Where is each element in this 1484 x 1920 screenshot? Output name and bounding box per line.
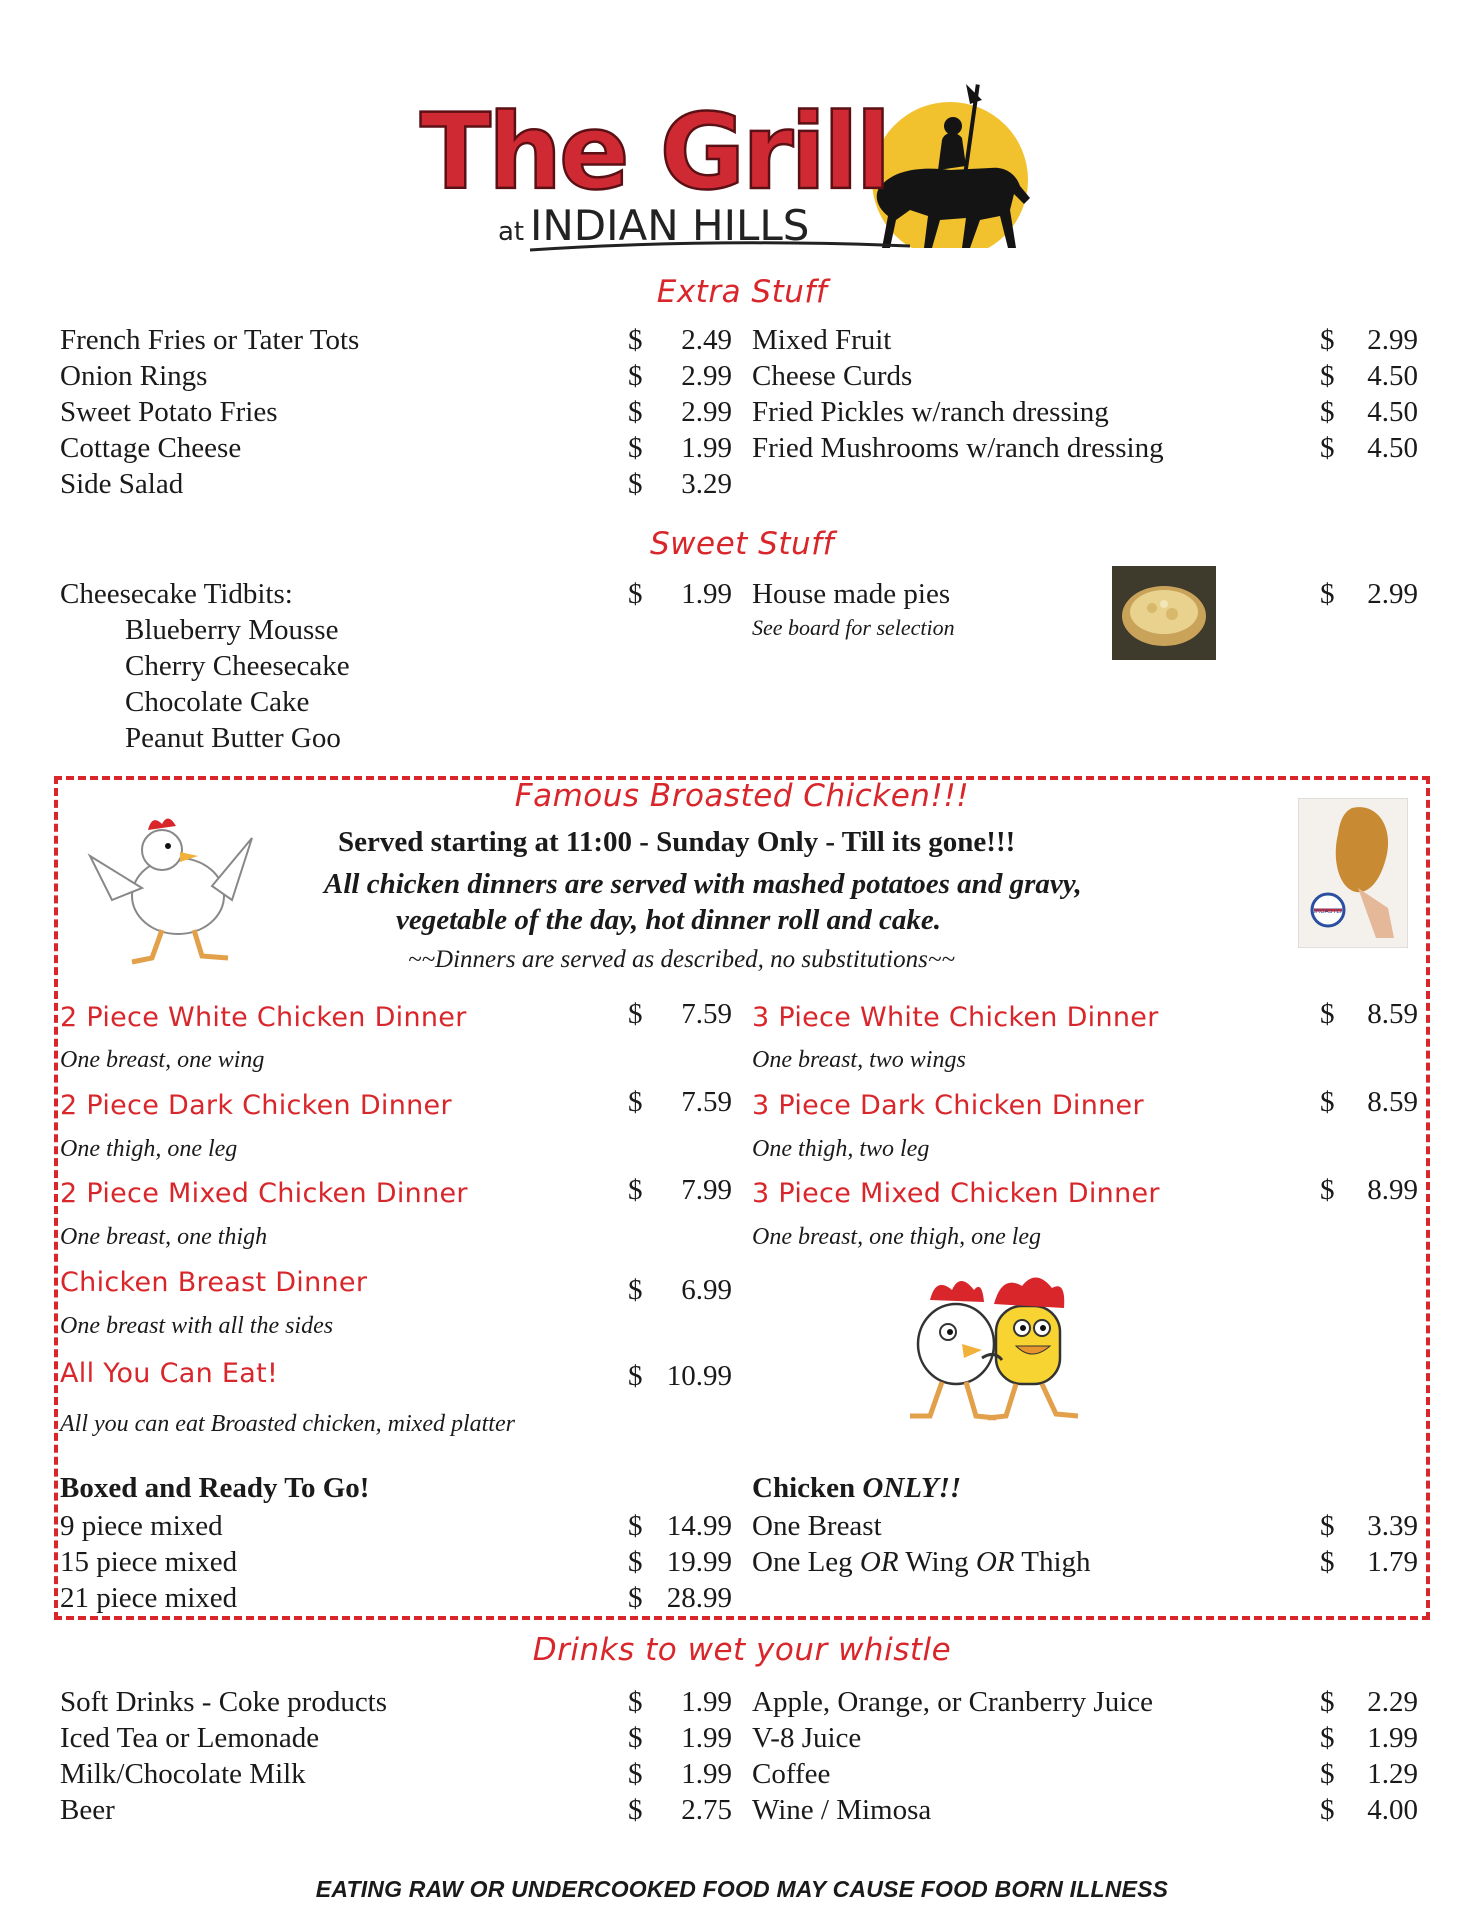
currency: $ [628,578,643,610]
price: 3.29 [681,468,732,500]
svg-text:The Grill: The Grill [420,91,889,213]
menu-item-name: Onion Rings [60,360,208,392]
dinner-desc: One breast, one thigh, one leg [752,1224,1042,1250]
logo-art [410,70,1070,260]
chicken-sides-line1: All chicken dinners are served with mashed potatoes and gravy, [324,868,1082,900]
currency: $ [628,1360,643,1392]
price: 1.29 [1367,1758,1418,1790]
price: 2.75 [681,1794,732,1826]
dinner-desc: One breast, one thigh [60,1224,268,1250]
dinner-desc: One breast with all the sides [60,1313,334,1339]
price: 1.99 [681,432,732,464]
dinner-name: 3 Piece White Chicken Dinner [752,1002,1159,1033]
currency: $ [1320,1686,1335,1718]
price: 2.99 [1367,324,1418,356]
menu-item-name: V-8 Juice [752,1722,862,1754]
price: 2.49 [681,324,732,356]
logo [410,70,1070,260]
dinner-desc: One breast, two wings [752,1047,966,1073]
price: 2.99 [681,360,732,392]
price: 8.99 [1367,1174,1418,1206]
piece-leg: One Leg [752,1546,860,1578]
menu-item-name: Cheesecake Tidbits: [60,578,293,610]
currency: $ [628,1582,643,1614]
currency: $ [628,1546,643,1578]
food-safety-warning: EATING RAW OR UNDERCOOKED FOOD MAY CAUSE FOOD BORN ILLNESS [315,1876,1169,1902]
price: 2.99 [1367,578,1418,610]
currency: $ [1320,396,1335,428]
menu-item-name: Fried Mushrooms w/ranch dressing [752,432,1164,464]
menu-item-desc: See board for selection [752,615,955,640]
currency: $ [628,1794,643,1826]
price: 4.50 [1367,432,1418,464]
dinner-name: 3 Piece Mixed Chicken Dinner [752,1178,1160,1209]
menu-item-name: House made pies [752,578,951,610]
chicken-substitution-note: ~~Dinners are served as described, no substitutions~~ [408,946,955,973]
menu-item-name: One Breast [752,1510,882,1542]
dinner-desc: One thigh, one leg [60,1136,238,1162]
menu-item-name [752,1544,1091,1580]
chicken-cartoon-left [82,808,258,968]
price: 2.29 [1367,1686,1418,1718]
chicken-served-note: Served starting at 11:00 - Sunday Only - Till its gone!!! [338,826,1016,858]
price: 7.99 [681,1174,732,1206]
currency: $ [628,1722,643,1754]
chicken-only-title-b: ONLY!! [862,1472,962,1504]
chicken-only-title [752,1470,961,1506]
flavor-item: Blueberry Mousse [125,614,339,646]
menu-item-name: 15 piece mixed [60,1546,238,1578]
currency: $ [1320,578,1335,610]
price: 4.50 [1367,396,1418,428]
currency: $ [1320,1546,1335,1578]
currency: $ [628,1758,643,1790]
dinner-name: Chicken Breast Dinner [60,1267,368,1298]
menu-item-name: 9 piece mixed [60,1510,223,1542]
price: 1.99 [681,578,732,610]
price: 1.99 [681,1722,732,1754]
flavor-item: Peanut Butter Goo [125,722,341,754]
currency: $ [628,396,643,428]
currency: $ [1320,998,1335,1030]
menu-item-name: Cottage Cheese [60,432,242,464]
currency: $ [628,1174,643,1206]
svg-text:at: at [498,217,525,247]
currency: $ [628,998,643,1030]
menu-item-name: Mixed Fruit [752,324,892,356]
broaster-badge-image [1298,798,1408,948]
chicken-sides-line2: vegetable of the day, hot dinner roll and cake. [396,904,942,936]
price: 1.99 [681,1686,732,1718]
price: 10.99 [666,1360,732,1392]
price: 1.99 [681,1758,732,1790]
pie-photo [1112,566,1216,660]
boxed-title: Boxed and Ready To Go! [60,1472,370,1504]
menu-item-name: Soft Drinks - Coke products [60,1686,388,1718]
price: 4.50 [1367,360,1418,392]
currency: $ [628,360,643,392]
currency: $ [1320,324,1335,356]
section-title-drinks: Drinks to wet your whistle [532,1632,952,1668]
price: 3.39 [1367,1510,1418,1542]
price: 1.99 [1367,1722,1418,1754]
price: 28.99 [666,1582,732,1614]
piece-or: OR [859,1546,899,1578]
dinner-name: 2 Piece Mixed Chicken Dinner [60,1178,468,1209]
currency: $ [1320,1174,1335,1206]
currency: $ [628,1086,643,1118]
menu-item-name: Apple, Orange, or Cranberry Juice [752,1686,1154,1718]
price: 8.59 [1367,998,1418,1030]
flavor-item: Cherry Cheesecake [125,650,350,682]
menu-item-name: Cheese Curds [752,360,913,392]
svg-text:BROASTER: BROASTER [1311,908,1345,915]
currency: $ [1320,1794,1335,1826]
menu-item-name: French Fries or Tater Tots [60,324,360,356]
menu-item-name: Sweet Potato Fries [60,396,278,428]
dinner-desc: All you can eat Broasted chicken, mixed platter [60,1411,515,1437]
piece-wing: Wing [898,1546,976,1578]
menu-item-name: 21 piece mixed [60,1582,238,1614]
menu-item-name: Wine / Mimosa [752,1794,932,1826]
section-title-extra: Extra Stuff [656,274,828,310]
currency: $ [628,1686,643,1718]
flavor-item: Chocolate Cake [125,686,310,718]
dinner-name: 3 Piece Dark Chicken Dinner [752,1090,1144,1121]
currency: $ [1320,360,1335,392]
menu-item-name: Iced Tea or Lemonade [60,1722,320,1754]
price: 7.59 [681,1086,732,1118]
currency: $ [628,468,643,500]
price: 8.59 [1367,1086,1418,1118]
menu-item-name: Coffee [752,1758,831,1790]
section-title-sweet: Sweet Stuff [650,526,834,562]
dancing-chickens-image [886,1266,1096,1434]
dinner-name: All You Can Eat! [60,1358,279,1389]
section-title-chicken: Famous Broasted Chicken!!! [514,778,970,814]
currency: $ [1320,1758,1335,1790]
currency: $ [1320,1086,1335,1118]
price: 1.79 [1367,1546,1418,1578]
piece-thigh: Thigh [1014,1546,1091,1578]
dinner-name: 2 Piece Dark Chicken Dinner [60,1090,452,1121]
svg-text:INDIAN HILLS: INDIAN HILLS [530,201,810,250]
dinner-name: 2 Piece White Chicken Dinner [60,1002,467,1033]
dinner-desc: One breast, one wing [60,1047,265,1073]
currency: $ [628,1510,643,1542]
currency: $ [628,324,643,356]
dinner-desc: One thigh, two leg [752,1136,930,1162]
currency: $ [1320,432,1335,464]
menu-item-name: Beer [60,1794,115,1826]
menu-item-name: Milk/Chocolate Milk [60,1758,306,1790]
price: 19.99 [666,1546,732,1578]
price: 7.59 [681,998,732,1030]
price: 4.00 [1367,1794,1418,1826]
chicken-only-title-a: Chicken [752,1472,863,1504]
currency: $ [1320,1510,1335,1542]
currency: $ [628,432,643,464]
menu-item-name: Side Salad [60,468,184,500]
currency: $ [1320,1722,1335,1754]
price: 6.99 [681,1274,732,1306]
price: 14.99 [666,1510,732,1542]
piece-or: OR [975,1546,1015,1578]
menu-item-name: Fried Pickles w/ranch dressing [752,396,1109,428]
currency: $ [628,1274,643,1306]
price: 2.99 [681,396,732,428]
